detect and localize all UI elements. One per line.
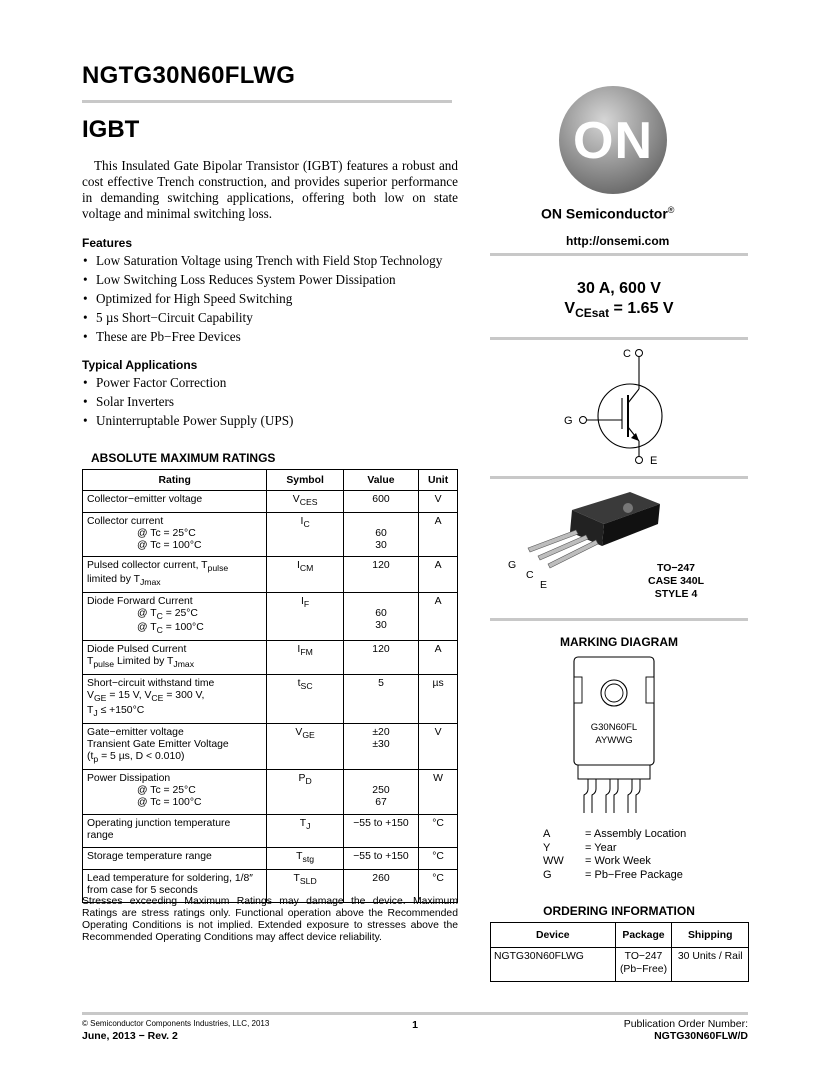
list-item: • Low Saturation Voltage using Trench with Field Stop Technology xyxy=(83,253,443,268)
marking-line-2: AYWWG xyxy=(595,735,633,746)
rating-cell: Short−circuit withstand time $V_{GE} = 15$ V, $V_{CE} = 300$ V, $T_J \le +150^\circ C$ xyxy=(83,675,267,723)
rating-cell: Lead temperature for soldering, 1/8″ from case for 5 seconds xyxy=(83,869,267,902)
list-item: • Uninterruptable Power Supply (UPS) xyxy=(83,413,294,428)
bullet-icon: • xyxy=(83,272,88,287)
header-divider xyxy=(82,100,452,103)
list-item: • Power Factor Correction xyxy=(83,375,227,390)
symbol-cell: $I_F$ xyxy=(267,593,343,641)
symbol-cell: $t_{SC}$ xyxy=(267,675,343,723)
logo-text: ON xyxy=(573,112,653,170)
value-cell: −55 to +150 xyxy=(343,814,418,847)
table-header-row xyxy=(83,470,458,491)
symbol-cell: $I_{CM}$ xyxy=(267,557,343,593)
list-item: • Solar Inverters xyxy=(83,394,174,409)
publication-label: Publication Order Number: xyxy=(623,1018,748,1030)
unit-cell: A xyxy=(419,641,458,675)
pin-label-collector: C xyxy=(526,569,534,581)
rating-cell: Collector−emitter voltage xyxy=(83,491,267,513)
table-row xyxy=(83,593,458,641)
pin-label-gate: G xyxy=(508,559,517,571)
page-number: 1 xyxy=(412,1019,418,1031)
vcesat-spec: $V_{CEsat} = 1.65$ V xyxy=(564,300,674,321)
package-cell: TO−247 (Pb−Free) xyxy=(615,948,672,982)
symbol-cell: $V_{GE}$ xyxy=(267,723,343,769)
bullet-icon: • xyxy=(83,291,88,306)
revision-date: June, 2013 − Rev. 2 xyxy=(82,1030,178,1042)
footer-divider xyxy=(82,1012,748,1015)
absolute-maximum-ratings-table xyxy=(82,469,458,903)
bullet-icon: • xyxy=(83,375,88,390)
pin-label-emitter: E xyxy=(540,579,548,591)
package-label: TO−247 CASE 340L STYLE 4 xyxy=(647,562,705,600)
unit-cell: A xyxy=(419,513,458,557)
column-header: Unit xyxy=(419,470,458,491)
unit-cell: A xyxy=(419,593,458,641)
symbol-cell: $I_{FM}$ xyxy=(267,641,343,675)
applications-heading: Typical Applications xyxy=(82,358,198,372)
value-cell: 60 30 xyxy=(343,513,418,557)
rating-cell: Power Dissipation @ Tc = 25°C @ Tc = 100°C xyxy=(83,769,267,814)
ratings-disclaimer: Stresses exceeding Maximum Ratings may damage the device. Maximum Ratings are stress ratings only. Functional operation above the Recommended Operating Conditions is not implied. Extended exposure to stresses above the Recommended Operating Conditions may affect device reliability. xyxy=(82,896,458,943)
divider xyxy=(490,476,748,479)
value-cell: 120 xyxy=(343,641,418,675)
current-voltage-spec: 30 A, 600 V xyxy=(577,280,661,297)
device-type-heading: IGBT xyxy=(82,116,140,143)
list-item: • 5 µs Short−Circuit Capability xyxy=(83,310,253,325)
ordering-information-title: ORDERING INFORMATION xyxy=(543,904,695,918)
column-header: Package xyxy=(615,923,672,948)
symbol-cell: $I_C$ xyxy=(267,513,343,557)
list-item: • Low Switching Loss Reduces System Power Dissipation xyxy=(83,272,396,287)
value-cell: 120 xyxy=(343,557,418,593)
value-cell: −55 to +150 xyxy=(343,847,418,869)
shipping-cell: 30 Units / Rail xyxy=(672,948,749,982)
bullet-icon: • xyxy=(83,329,88,344)
unit-cell: °C xyxy=(419,814,458,847)
symbol-cell: $V_{CES}$ xyxy=(267,491,343,513)
column-header: Shipping xyxy=(672,923,749,948)
column-header: Symbol xyxy=(267,470,343,491)
value-cell: 5 xyxy=(343,675,418,723)
column-header: Rating xyxy=(83,470,267,491)
emitter-label: E xyxy=(650,455,658,467)
rating-cell: Gate−emitter voltage Transient Gate Emitter Voltage ($t_p = 5$ µs, D < 0.010) xyxy=(83,723,267,769)
table-row xyxy=(83,814,458,847)
unit-cell: µs xyxy=(419,675,458,723)
bullet-icon: • xyxy=(83,394,88,409)
gate-label: G xyxy=(564,415,573,427)
column-header: Value xyxy=(343,470,418,491)
table-row xyxy=(83,675,458,723)
rating-cell: Collector current @ Tc = 25°C @ Tc = 100°C xyxy=(83,513,267,557)
unit-cell: A xyxy=(419,557,458,593)
marking-diagram xyxy=(566,655,670,817)
column-header: Device xyxy=(491,923,616,948)
unit-cell: V xyxy=(419,491,458,513)
unit-cell: W xyxy=(419,769,458,814)
value-cell: 60 30 xyxy=(343,593,418,641)
bullet-icon: • xyxy=(83,253,88,268)
value-cell: 250 67 xyxy=(343,769,418,814)
table-row xyxy=(83,641,458,675)
rating-cell: Diode Forward Current @ $T_C = 25^\circ C$ @ $T_C = 100^\circ C$ xyxy=(83,593,267,641)
unit-cell: V xyxy=(419,723,458,769)
copyright-notice: © Semiconductor Components Industries, LLC, 2013 xyxy=(82,1019,270,1028)
marking-diagram-title: MARKING DIAGRAM xyxy=(560,635,678,649)
rating-cell: Diode Pulsed Current $T_{pulse}$ Limited by $T_{Jmax}$ xyxy=(83,641,267,675)
table-row xyxy=(83,723,458,769)
on-semiconductor-logo xyxy=(557,84,669,196)
divider xyxy=(490,618,748,621)
list-item: • Optimized for High Speed Switching xyxy=(83,291,293,306)
value-cell: 600 xyxy=(343,491,418,513)
rating-cell: Storage temperature range xyxy=(83,847,267,869)
features-list xyxy=(82,251,442,346)
table-row xyxy=(83,847,458,869)
igbt-schematic-symbol xyxy=(555,343,665,468)
table-row xyxy=(83,491,458,513)
table-row xyxy=(83,769,458,814)
unit-cell: °C xyxy=(419,847,458,869)
table-header-row xyxy=(491,923,749,948)
applications-list xyxy=(82,373,293,430)
publication-number: NGTG30N60FLW/D xyxy=(654,1030,748,1042)
brand-name: ON Semiconductor® xyxy=(541,205,675,222)
intro-paragraph: This Insulated Gate Bipolar Transistor (IGBT) features a robust and cost effective Trench construction, and provides superior performance in demanding switching applications, offering both low on state voltage and minimal switching loss. xyxy=(82,158,458,221)
features-heading: Features xyxy=(82,236,133,250)
symbol-cell: $T_J$ xyxy=(267,814,343,847)
bullet-icon: • xyxy=(83,413,88,428)
value-cell: 260 xyxy=(343,869,418,902)
rating-cell: Pulsed collector current, $T_{pulse}$ limited by $T_{Jmax}$ xyxy=(83,557,267,593)
bullet-icon: • xyxy=(83,310,88,325)
legend-row: A = Assembly Location xyxy=(543,828,687,840)
legend-row: G = Pb−Free Package xyxy=(543,868,683,881)
marking-line-1: G30N60FL xyxy=(590,722,638,733)
part-number-title: NGTG30N60FLWG xyxy=(82,62,296,89)
ratings-table-title: ABSOLUTE MAXIMUM RATINGS xyxy=(91,451,276,465)
table-row xyxy=(491,948,749,982)
ordering-information-table xyxy=(490,922,749,982)
symbol-cell: $T_{SLD}$ xyxy=(267,869,343,902)
rating-cell: Operating junction temperature range xyxy=(83,814,267,847)
table-row xyxy=(83,557,458,593)
list-item: • These are Pb−Free Devices xyxy=(83,329,241,344)
website-link[interactable]: http://onsemi.com xyxy=(566,234,670,248)
legend-row: Y = Year xyxy=(543,841,617,854)
symbol-cell: $P_D$ xyxy=(267,769,343,814)
device-cell: NGTG30N60FLWG xyxy=(491,948,616,982)
unit-cell: °C xyxy=(419,869,458,902)
divider xyxy=(490,253,748,256)
collector-label: C xyxy=(623,348,631,360)
divider xyxy=(490,337,748,340)
value-cell: ±20 ±30 xyxy=(343,723,418,769)
marking-legend xyxy=(543,828,686,882)
table-row xyxy=(83,513,458,557)
symbol-cell: $T_{stg}$ xyxy=(267,847,343,869)
legend-row: WW = Work Week xyxy=(543,855,651,867)
